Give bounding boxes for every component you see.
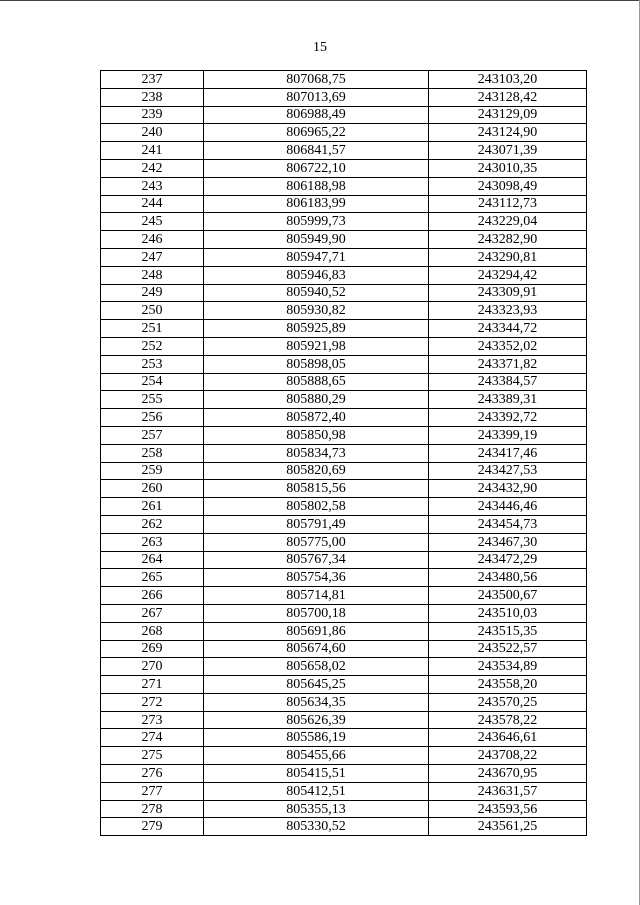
table-row xyxy=(101,177,587,195)
table-row xyxy=(101,373,587,391)
y-coordinate-cell: 243534,89 xyxy=(429,658,587,676)
y-coordinate-cell: 243432,90 xyxy=(429,480,587,498)
x-coordinate-cell: 805850,98 xyxy=(204,426,429,444)
y-coordinate-cell: 243417,46 xyxy=(429,444,587,462)
point-number-cell: 273 xyxy=(101,711,204,729)
table-row xyxy=(101,71,587,89)
x-coordinate-cell: 805658,02 xyxy=(204,658,429,676)
point-number-cell: 248 xyxy=(101,266,204,284)
table-row xyxy=(101,409,587,427)
x-coordinate-cell: 805330,52 xyxy=(204,818,429,836)
y-coordinate-cell: 243344,72 xyxy=(429,320,587,338)
y-coordinate-cell: 243112,73 xyxy=(429,195,587,213)
y-coordinate-cell: 243446,46 xyxy=(429,498,587,516)
y-coordinate-cell: 243646,61 xyxy=(429,729,587,747)
x-coordinate-cell: 805791,49 xyxy=(204,515,429,533)
table-row xyxy=(101,515,587,533)
y-coordinate-cell: 243290,81 xyxy=(429,248,587,266)
point-number-cell: 243 xyxy=(101,177,204,195)
x-coordinate-cell: 806988,49 xyxy=(204,106,429,124)
point-number-cell: 250 xyxy=(101,302,204,320)
point-number-cell: 260 xyxy=(101,480,204,498)
y-coordinate-cell: 243561,25 xyxy=(429,818,587,836)
y-coordinate-cell: 243071,39 xyxy=(429,142,587,160)
table-row xyxy=(101,284,587,302)
x-coordinate-cell: 805999,73 xyxy=(204,213,429,231)
table-row xyxy=(101,320,587,338)
coordinates-table-body xyxy=(101,71,587,836)
table-row xyxy=(101,462,587,480)
x-coordinate-cell: 805626,39 xyxy=(204,711,429,729)
point-number-cell: 245 xyxy=(101,213,204,231)
x-coordinate-cell: 807068,75 xyxy=(204,71,429,89)
point-number-cell: 242 xyxy=(101,159,204,177)
table-row xyxy=(101,747,587,765)
point-number-cell: 279 xyxy=(101,818,204,836)
x-coordinate-cell: 805880,29 xyxy=(204,391,429,409)
point-number-cell: 274 xyxy=(101,729,204,747)
y-coordinate-cell: 243399,19 xyxy=(429,426,587,444)
x-coordinate-cell: 806188,98 xyxy=(204,177,429,195)
coordinates-table xyxy=(100,70,587,836)
y-coordinate-cell: 243098,49 xyxy=(429,177,587,195)
point-number-cell: 258 xyxy=(101,444,204,462)
y-coordinate-cell: 243371,82 xyxy=(429,355,587,373)
y-coordinate-cell: 243384,57 xyxy=(429,373,587,391)
y-coordinate-cell: 243578,22 xyxy=(429,711,587,729)
point-number-cell: 272 xyxy=(101,693,204,711)
table-row xyxy=(101,818,587,836)
x-coordinate-cell: 805674,60 xyxy=(204,640,429,658)
table-row xyxy=(101,604,587,622)
y-coordinate-cell: 243294,42 xyxy=(429,266,587,284)
table-row xyxy=(101,124,587,142)
x-coordinate-cell: 807013,69 xyxy=(204,88,429,106)
x-coordinate-cell: 805700,18 xyxy=(204,604,429,622)
point-number-cell: 269 xyxy=(101,640,204,658)
x-coordinate-cell: 805691,86 xyxy=(204,622,429,640)
x-coordinate-cell: 805898,05 xyxy=(204,355,429,373)
y-coordinate-cell: 243510,03 xyxy=(429,604,587,622)
point-number-cell: 238 xyxy=(101,88,204,106)
table-row xyxy=(101,142,587,160)
page-top-edge xyxy=(0,0,640,1)
table-row xyxy=(101,213,587,231)
table-row xyxy=(101,729,587,747)
table-row xyxy=(101,391,587,409)
x-coordinate-cell: 805888,65 xyxy=(204,373,429,391)
x-coordinate-cell: 805815,56 xyxy=(204,480,429,498)
point-number-cell: 237 xyxy=(101,71,204,89)
point-number-cell: 266 xyxy=(101,587,204,605)
point-number-cell: 276 xyxy=(101,765,204,783)
table-row xyxy=(101,480,587,498)
x-coordinate-cell: 805455,66 xyxy=(204,747,429,765)
table-row xyxy=(101,195,587,213)
x-coordinate-cell: 805355,13 xyxy=(204,800,429,818)
table-row xyxy=(101,569,587,587)
point-number-cell: 239 xyxy=(101,106,204,124)
point-number-cell: 265 xyxy=(101,569,204,587)
y-coordinate-cell: 243309,91 xyxy=(429,284,587,302)
table-row xyxy=(101,266,587,284)
table-row xyxy=(101,444,587,462)
point-number-cell: 270 xyxy=(101,658,204,676)
point-number-cell: 277 xyxy=(101,782,204,800)
table-row xyxy=(101,533,587,551)
point-number-cell: 244 xyxy=(101,195,204,213)
y-coordinate-cell: 243454,73 xyxy=(429,515,587,533)
point-number-cell: 256 xyxy=(101,409,204,427)
x-coordinate-cell: 805586,19 xyxy=(204,729,429,747)
table-row xyxy=(101,711,587,729)
y-coordinate-cell: 243515,35 xyxy=(429,622,587,640)
y-coordinate-cell: 243392,72 xyxy=(429,409,587,427)
y-coordinate-cell: 243389,31 xyxy=(429,391,587,409)
x-coordinate-cell: 805925,89 xyxy=(204,320,429,338)
x-coordinate-cell: 805946,83 xyxy=(204,266,429,284)
point-number-cell: 240 xyxy=(101,124,204,142)
table-row xyxy=(101,640,587,658)
table-row xyxy=(101,159,587,177)
y-coordinate-cell: 243570,25 xyxy=(429,693,587,711)
page-number: 15 xyxy=(313,40,327,55)
x-coordinate-cell: 805775,00 xyxy=(204,533,429,551)
x-coordinate-cell: 805930,82 xyxy=(204,302,429,320)
point-number-cell: 257 xyxy=(101,426,204,444)
point-number-cell: 249 xyxy=(101,284,204,302)
y-coordinate-cell: 243467,30 xyxy=(429,533,587,551)
y-coordinate-cell: 243427,53 xyxy=(429,462,587,480)
point-number-cell: 263 xyxy=(101,533,204,551)
y-coordinate-cell: 243124,90 xyxy=(429,124,587,142)
y-coordinate-cell: 243129,09 xyxy=(429,106,587,124)
point-number-cell: 267 xyxy=(101,604,204,622)
table-row xyxy=(101,302,587,320)
table-row xyxy=(101,587,587,605)
table-row xyxy=(101,658,587,676)
point-number-cell: 241 xyxy=(101,142,204,160)
x-coordinate-cell: 806965,22 xyxy=(204,124,429,142)
y-coordinate-cell: 243708,22 xyxy=(429,747,587,765)
point-number-cell: 262 xyxy=(101,515,204,533)
table-row xyxy=(101,426,587,444)
point-number-cell: 251 xyxy=(101,320,204,338)
point-number-cell: 255 xyxy=(101,391,204,409)
table-row xyxy=(101,106,587,124)
y-coordinate-cell: 243103,20 xyxy=(429,71,587,89)
y-coordinate-cell: 243500,67 xyxy=(429,587,587,605)
table-row xyxy=(101,693,587,711)
y-coordinate-cell: 243128,42 xyxy=(429,88,587,106)
x-coordinate-cell: 805767,34 xyxy=(204,551,429,569)
table-row xyxy=(101,551,587,569)
table-row xyxy=(101,498,587,516)
point-number-cell: 268 xyxy=(101,622,204,640)
x-coordinate-cell: 805940,52 xyxy=(204,284,429,302)
y-coordinate-cell: 243558,20 xyxy=(429,676,587,694)
table-row xyxy=(101,782,587,800)
table-row xyxy=(101,800,587,818)
table-row xyxy=(101,765,587,783)
x-coordinate-cell: 805834,73 xyxy=(204,444,429,462)
y-coordinate-cell: 243282,90 xyxy=(429,231,587,249)
y-coordinate-cell: 243472,29 xyxy=(429,551,587,569)
x-coordinate-cell: 805412,51 xyxy=(204,782,429,800)
x-coordinate-cell: 806722,10 xyxy=(204,159,429,177)
y-coordinate-cell: 243323,93 xyxy=(429,302,587,320)
point-number-cell: 278 xyxy=(101,800,204,818)
x-coordinate-cell: 805949,90 xyxy=(204,231,429,249)
x-coordinate-cell: 806183,99 xyxy=(204,195,429,213)
point-number-cell: 247 xyxy=(101,248,204,266)
table-row xyxy=(101,337,587,355)
x-coordinate-cell: 805754,36 xyxy=(204,569,429,587)
x-coordinate-cell: 806841,57 xyxy=(204,142,429,160)
x-coordinate-cell: 805802,58 xyxy=(204,498,429,516)
y-coordinate-cell: 243593,56 xyxy=(429,800,587,818)
table-row xyxy=(101,676,587,694)
point-number-cell: 264 xyxy=(101,551,204,569)
table-row xyxy=(101,231,587,249)
x-coordinate-cell: 805714,81 xyxy=(204,587,429,605)
y-coordinate-cell: 243229,04 xyxy=(429,213,587,231)
y-coordinate-cell: 243010,35 xyxy=(429,159,587,177)
point-number-cell: 254 xyxy=(101,373,204,391)
x-coordinate-cell: 805634,35 xyxy=(204,693,429,711)
y-coordinate-cell: 243352,02 xyxy=(429,337,587,355)
table-row xyxy=(101,355,587,373)
point-number-cell: 259 xyxy=(101,462,204,480)
point-number-cell: 271 xyxy=(101,676,204,694)
table-row xyxy=(101,622,587,640)
x-coordinate-cell: 805820,69 xyxy=(204,462,429,480)
table-row xyxy=(101,248,587,266)
point-number-cell: 253 xyxy=(101,355,204,373)
y-coordinate-cell: 243670,95 xyxy=(429,765,587,783)
y-coordinate-cell: 243522,57 xyxy=(429,640,587,658)
y-coordinate-cell: 243480,56 xyxy=(429,569,587,587)
x-coordinate-cell: 805947,71 xyxy=(204,248,429,266)
point-number-cell: 261 xyxy=(101,498,204,516)
x-coordinate-cell: 805415,51 xyxy=(204,765,429,783)
x-coordinate-cell: 805872,40 xyxy=(204,409,429,427)
point-number-cell: 275 xyxy=(101,747,204,765)
y-coordinate-cell: 243631,57 xyxy=(429,782,587,800)
table-row xyxy=(101,88,587,106)
point-number-cell: 246 xyxy=(101,231,204,249)
x-coordinate-cell: 805645,25 xyxy=(204,676,429,694)
point-number-cell: 252 xyxy=(101,337,204,355)
x-coordinate-cell: 805921,98 xyxy=(204,337,429,355)
